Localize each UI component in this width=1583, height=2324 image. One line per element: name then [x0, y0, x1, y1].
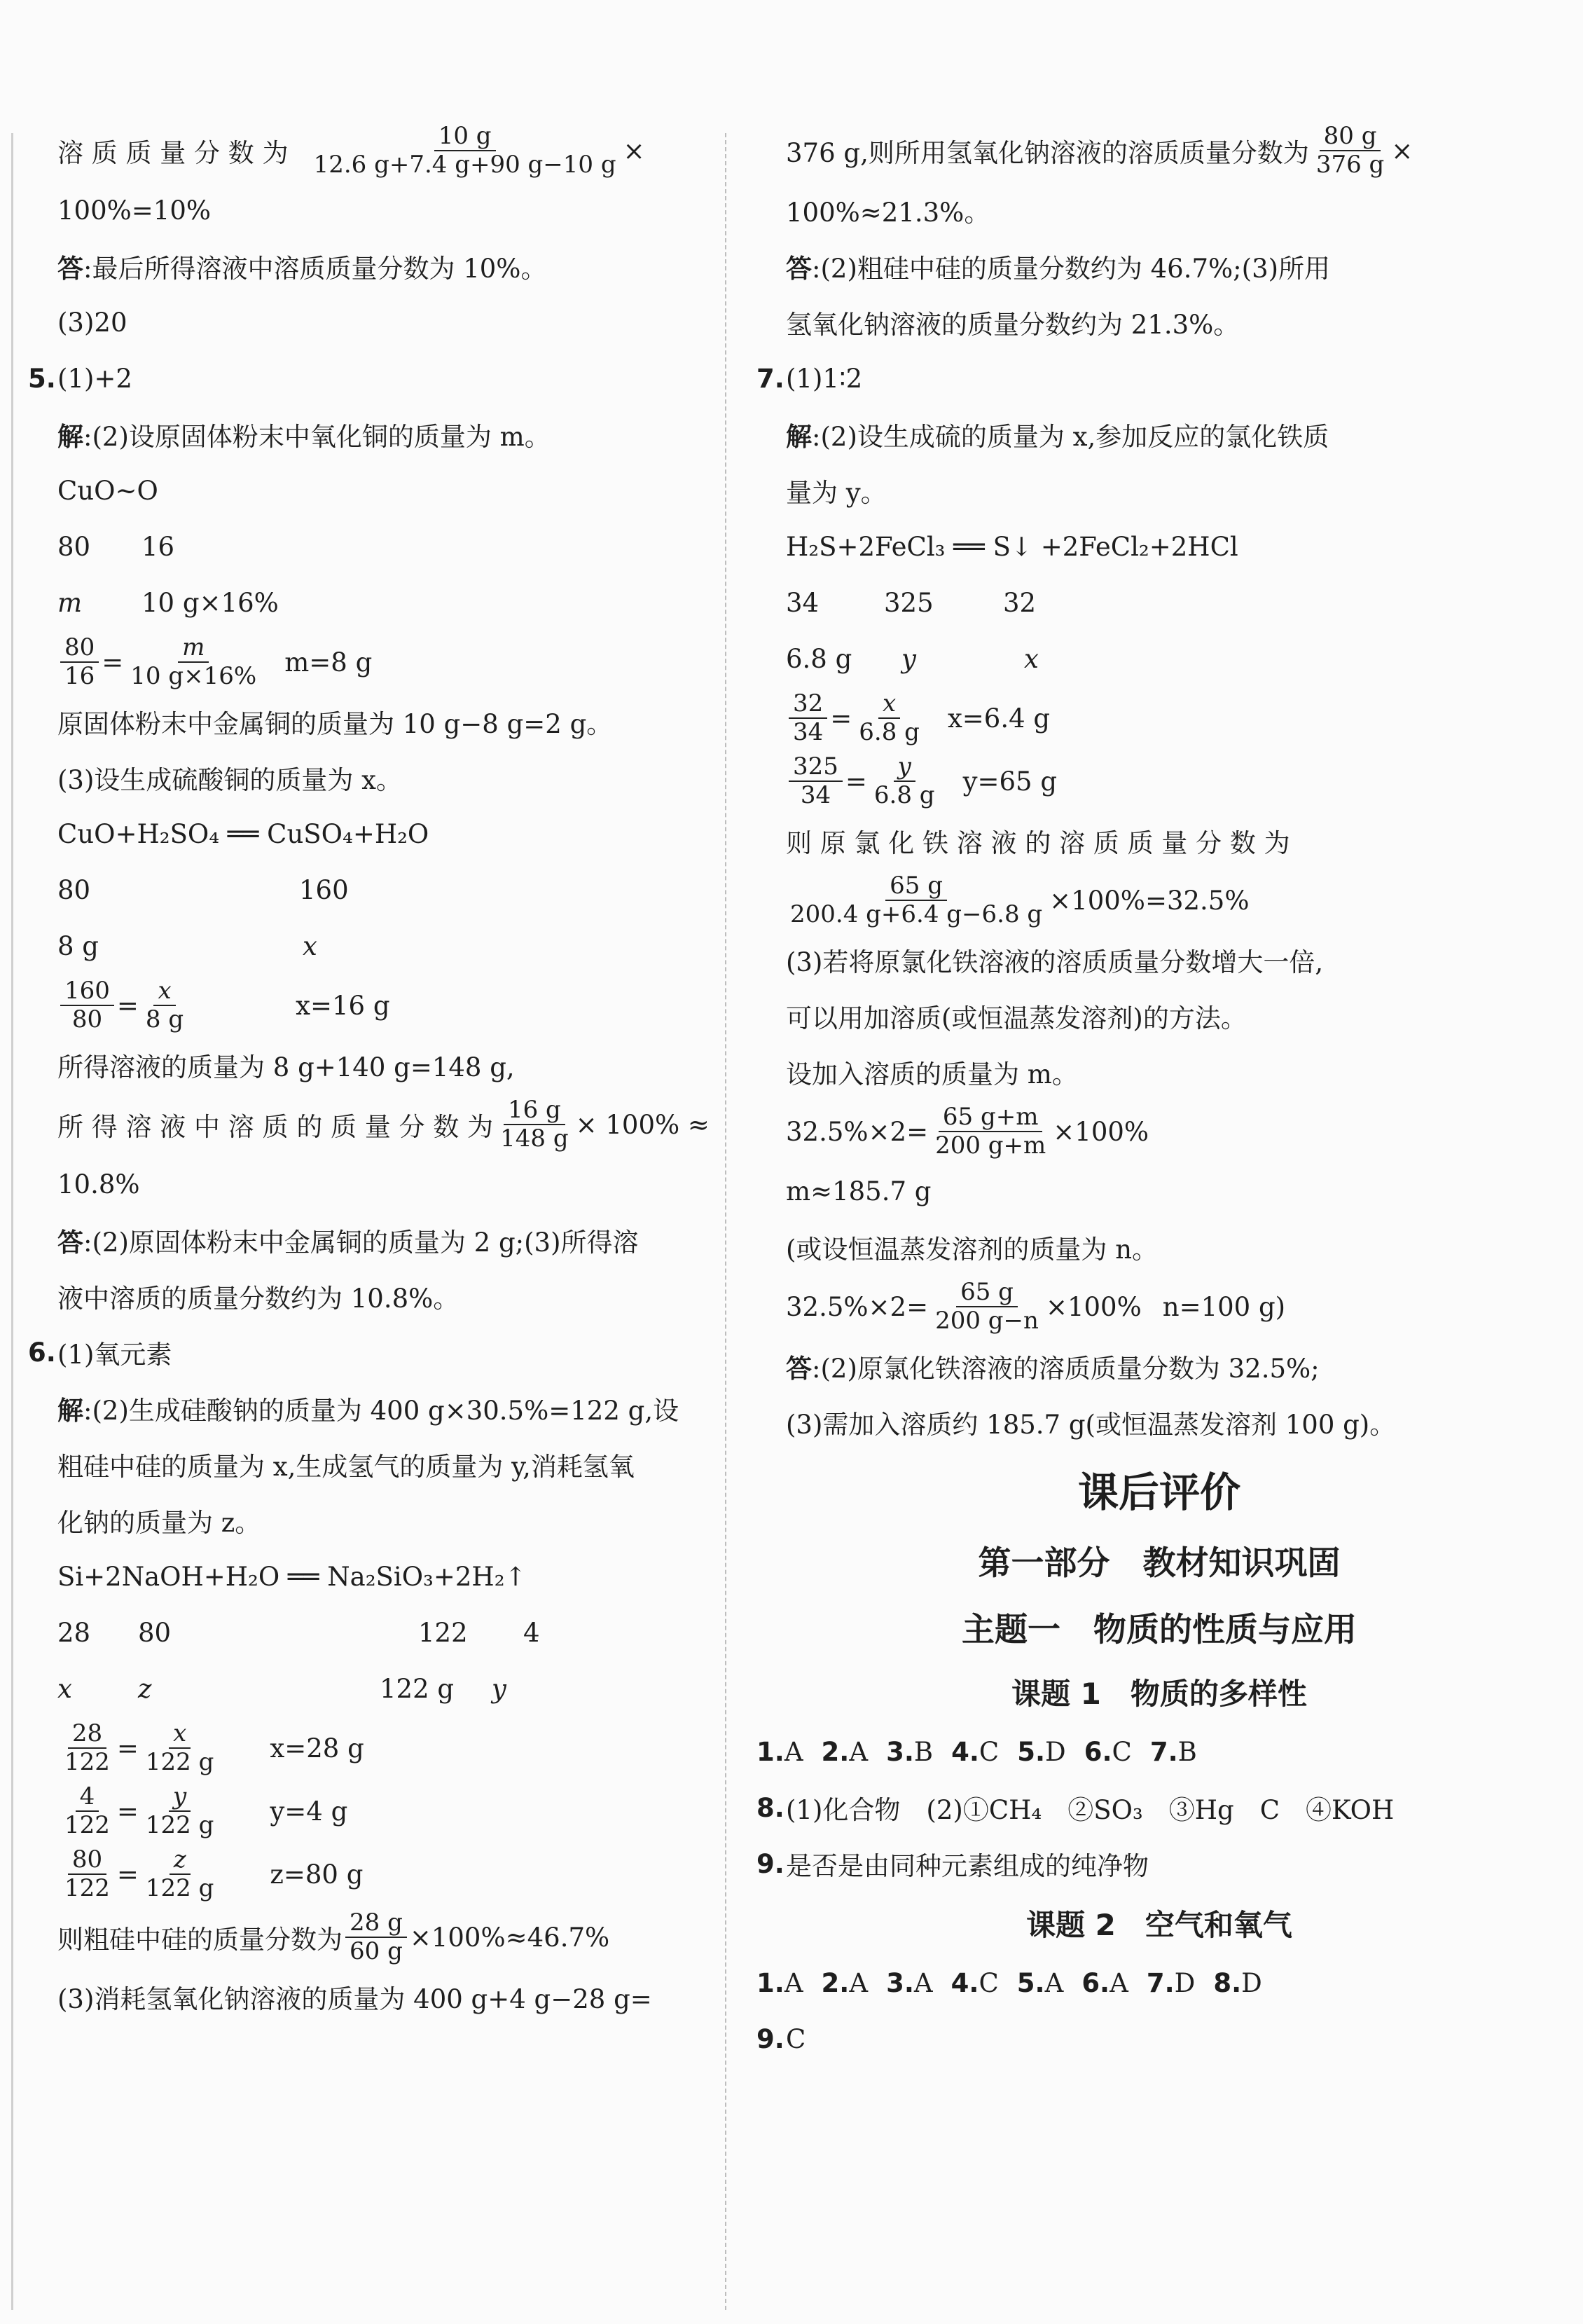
answer-item [951, 1737, 999, 1767]
answer-number: 6. [1084, 1736, 1112, 1767]
column-divider [725, 133, 726, 2310]
line: 80 16 [57, 531, 175, 562]
answer-line: 答 :最后所得溶液中溶质质量分数为 10%。 [57, 254, 547, 284]
answer-number: 2. [821, 1736, 850, 1767]
answer-item [1147, 1968, 1195, 1998]
answer-item [1017, 1968, 1064, 1998]
equation: CuO+H₂SO₄ ══ CuSO₄+H₂O [57, 818, 429, 849]
answer-choice: A [1110, 1967, 1128, 1998]
answer-item [1213, 1968, 1261, 1998]
answer-choice: A [913, 1967, 933, 1998]
answer-row [756, 1955, 1562, 2011]
answer-item [886, 1737, 933, 1767]
line: 则粗硅中硅的质量分数为 $\frac{28 g}{60 g}$ ×100%≈46.7% [57, 1908, 610, 1965]
line: 8 g x [57, 930, 317, 961]
line: 量为 y。 [786, 478, 887, 508]
answer-number: 3. [886, 1736, 914, 1767]
answer-line: 答 :(2)粗硅中硅的质量分数约为 46.7%;(3)所用 [786, 254, 1331, 284]
fraction: $\frac{10 g}{12.6 g+7.4 g+90 g-10 g}$ [313, 121, 616, 179]
equation: Si+2NaOH+H₂O ══ Na₂SiO₃+2H₂↑ [57, 1561, 527, 1592]
answer-number: 7. [1146, 1967, 1175, 1998]
answer-row [756, 1724, 1562, 1780]
answer-choice: B [913, 1736, 934, 1767]
solution-line: 解 :(2)设生成硫的质量为 x,参加反应的氯化铁质 [786, 422, 1329, 452]
topic-title: 课题 2 空气和氧气 [1026, 1908, 1292, 1942]
answer-choice: C [1112, 1736, 1132, 1767]
equation: CuO~O [57, 475, 158, 506]
answer-number: 1. [756, 1967, 784, 1998]
answer-number: 5. [1016, 1967, 1045, 1998]
line: (3)20 [57, 307, 127, 338]
line: (或设恒温蒸发溶剂的质量为 n。 [786, 1235, 1159, 1265]
right-column [756, 119, 1562, 2067]
line: 可以用加溶质(或恒温蒸发溶剂)的方法。 [786, 1003, 1247, 1033]
line: $\frac{65 g}{200.4 g+6.4 g-6.8 g}$ ×100%=32.5% [790, 871, 1250, 928]
answer-number: 6. [1081, 1967, 1110, 1998]
proportion: $\frac{325}{34}$ = $\frac{y}{6.8 g}$ y=65 g [756, 750, 1562, 813]
answer-item [1150, 1737, 1197, 1767]
line: 10.8% [57, 1169, 140, 1199]
answer-number: 2. [821, 1967, 850, 1998]
question-6: 6. (1)氧元素 [28, 1337, 172, 1370]
line: (3)需加入溶质约 185.7 g(或恒温蒸发溶剂 100 g)。 [786, 1410, 1396, 1440]
line: 34 325 32 [786, 587, 1037, 618]
line: 6.8 g y x [786, 643, 1039, 674]
theme-title: 主题一 物质的性质与应用 [962, 1611, 1357, 1649]
question-5: 5. (1)+2 [28, 363, 132, 394]
answer-item [1084, 1737, 1132, 1767]
answer-item [1081, 1968, 1128, 1998]
question-8: 8. (1)化合物 (2)①CH₄ ②SO₃ ③Hg C ④KOH [756, 1792, 1395, 1825]
answer-choice: A [849, 1967, 869, 1998]
answer-choice: B [1177, 1736, 1197, 1767]
line: 化钠的质量为 z。 [57, 1508, 261, 1538]
question-7: 7. (1)1∶2 [756, 363, 863, 394]
line: 设加入溶质的质量为 m。 [786, 1059, 1078, 1089]
answer-number: 4. [951, 1736, 979, 1767]
answer-choice: A [784, 1967, 803, 1998]
line: 28 80 122 4 [57, 1617, 540, 1648]
line: m 10 g×16% [57, 587, 279, 618]
topic-title: 课题 1 物质的多样性 [1011, 1677, 1307, 1711]
answer-number: 7. [1149, 1736, 1178, 1767]
answer-item [756, 1968, 803, 1998]
line: 液中溶质的质量分数约为 10.8%。 [57, 1284, 459, 1314]
question-9: 9. 是否是由同种元素组成的纯净物 [756, 1848, 1149, 1881]
equation: H₂S+2FeCl₃ ══ S↓ +2FeCl₂+2HCl [786, 531, 1238, 562]
line: 所 得 溶 液 中 溶 质 的 质 量 分 数 为 $\frac{16 g}{148 g}$ × 100% ≈ [57, 1095, 710, 1153]
answer-item [822, 1737, 869, 1767]
answer-choice: D [1174, 1967, 1196, 1998]
part-title: 第一部分 教材知识巩固 [978, 1544, 1341, 1583]
line: 溶 质 质 量 分 数 为 $\frac{10 g}{12.6 g+7.4 g+90 g-10 g}$ × [57, 121, 645, 179]
line: 80 160 [57, 874, 349, 905]
answer-item [756, 1737, 803, 1767]
proportion: $\frac{28}{122}$ = $\frac{x}{122 g}$ x=28 g [64, 1719, 364, 1776]
line: 原固体粉末中金属铜的质量为 10 g−8 g=2 g。 [57, 709, 613, 739]
line: 所得溶液的质量为 8 g+140 g=148 g, [57, 1052, 515, 1082]
answer-number: 3. [886, 1967, 914, 1998]
line: 则 原 氯 化 铁 溶 液 的 溶 质 质 量 分 数 为 [786, 828, 1290, 858]
answer-number: 1. [756, 1736, 784, 1767]
answer-item [886, 1968, 933, 1998]
solution-line: 解 :(2)设原固体粉末中氧化铜的质量为 m。 [57, 422, 551, 452]
answer-number: 8. [1213, 1967, 1242, 1998]
section-title: 课后评价 [1077, 1469, 1240, 1516]
answer-choice: A [784, 1736, 803, 1767]
answer-choice: A [849, 1736, 869, 1767]
answer-choice: D [1241, 1967, 1262, 1998]
line: (3)若将原氯化铁溶液的溶质质量分数增大一倍, [786, 947, 1324, 977]
answer-item [1017, 1737, 1065, 1767]
answer-line: 答 :(2)原固体粉末中金属铜的质量为 2 g;(3)所得溶 [57, 1228, 639, 1258]
line: 粗硅中硅的质量为 x,生成氢气的质量为 y,消耗氢氧 [57, 1452, 635, 1482]
proportion: $\frac{32}{34}$ = $\frac{x}{6.8 g}$ x=6.4 g [756, 687, 1562, 750]
proportion: $\frac{80}{16}$ = $\frac{m}{10 g\times 16\%}$ m=8 g [28, 631, 700, 694]
line: (3)消耗氢氧化钠溶液的质量为 400 g+4 g−28 g= [57, 1984, 652, 2014]
line: (3)设生成硫酸铜的质量为 x。 [57, 765, 403, 795]
solution-line: 解 :(2)生成硅酸钠的质量为 400 g×30.5%=122 g,设 [57, 1396, 679, 1426]
equation: 32.5%×2= $\frac{65 g}{200 g-n}$ ×100% n=100 g) [786, 1277, 1286, 1335]
left-margin-rule [11, 133, 13, 2310]
line: x z 122 g y [57, 1673, 506, 1704]
answer-choice: D [1045, 1736, 1066, 1767]
left-column [28, 119, 710, 2025]
line: 376 g,则所用氢氧化钠溶液的溶质质量分数为 $\frac{80 g}{376 g}$ × [786, 121, 1413, 179]
line: 氢氧化钠溶液的质量分数约为 21.3%。 [786, 310, 1240, 340]
answer-choice: C [979, 1967, 999, 1998]
answer-number: 5. [1017, 1736, 1046, 1767]
proportion: $\frac{160}{80}$ = $\frac{x}{8 g}$ x=16 g [28, 974, 700, 1037]
answer-line: 答 :(2)原氯化铁溶液的溶质质量分数为 32.5%; [786, 1354, 1320, 1384]
line: 100%=10% [57, 195, 212, 226]
line: m≈185.7 g [786, 1176, 932, 1206]
proportion: $\frac{4}{122}$ = $\frac{y}{122 g}$ y=4 g [64, 1782, 348, 1839]
answer-choice: A [1044, 1967, 1064, 1998]
proportion: $\frac{80}{122}$ = $\frac{z}{122 g}$ z=80 g [64, 1845, 364, 1902]
answer-item [822, 1968, 869, 1998]
answer-number: 4. [951, 1967, 979, 1998]
question-9: 9. C [756, 2023, 806, 2054]
equation: 32.5%×2= $\frac{65 g+m}{200 g+m}$ ×100% [786, 1102, 1149, 1160]
answer-item [951, 1968, 999, 1998]
answer-choice: C [979, 1736, 1000, 1767]
line: 100%≈21.3%。 [786, 198, 990, 228]
